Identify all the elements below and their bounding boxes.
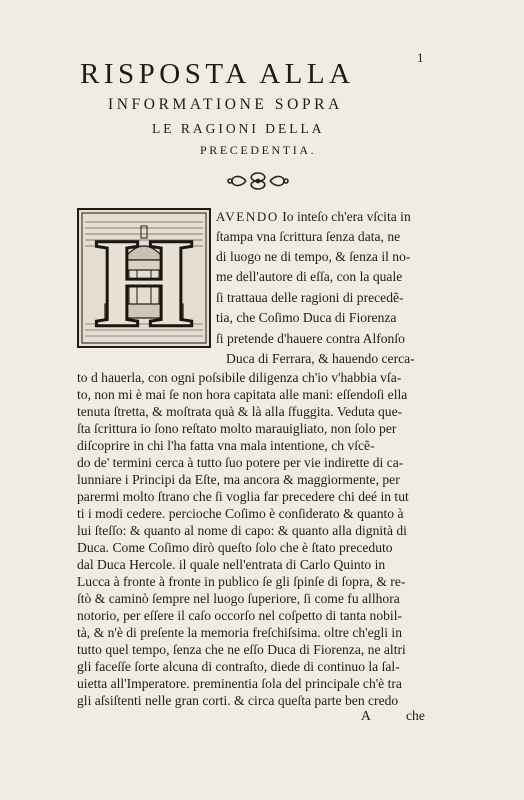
text-line: notorio, per eſſere il caſo occorſo nel coſpetto di tanta nobil- xyxy=(77,608,403,623)
text-line: di luogo ne di tempo, & ſenza il no- xyxy=(216,249,411,264)
title-line-1: RISPOSTA ALLA xyxy=(80,58,355,90)
text-line: do de' termini cerca à tutto ſuo potere per vie indirette di ca- xyxy=(77,455,404,470)
text-line: gli faceſſe ſorte alcuna di contraſto, diede di continuo la ſal- xyxy=(77,659,400,674)
text-line: ti i modi cedere. percioche Coſimo è conſiderato & quanto à xyxy=(77,506,404,521)
text-line: to d hauerla, con ogni poſsibile diligenza ch'io v'habbia vſa- xyxy=(77,370,402,385)
signature-mark: A xyxy=(361,708,371,723)
text-line: Duca di Ferrara, & hauendo cerca- xyxy=(226,351,415,366)
text-line-rest: Io inteſo ch'era vſcita in xyxy=(282,209,411,224)
text-line: gli aſsiſtenti nelle gran corti. & circa queſta parte ben credo xyxy=(77,693,399,708)
text-line: Duca. Come Coſimo dirò queſto ſolo che è ſtato preceduto xyxy=(77,540,393,555)
text-line: ſtampa vna ſcrittura ſenza data, ne xyxy=(216,229,401,244)
title-line-4: PRECEDENTIA. xyxy=(200,143,317,157)
text-line: uietta all'Imperatore. preminentia ſola del principale ch'è tra xyxy=(77,676,402,691)
text-line: parermi molto ſtrano che ſi voglia far precedere chi deé in tut xyxy=(77,489,409,504)
text-line: lui ſteſſo: & quanto al nome di capo: & quanto alla dignità di xyxy=(77,523,407,538)
text-line: tenuta ſtretta, & moſtrata quà & là alla ſfuggita. Veduta que- xyxy=(77,404,403,419)
text-line: ſi trattaua delle ragioni di precedẽ- xyxy=(216,290,404,305)
text-line: ſi pretende d'hauere contra Alfonſo xyxy=(216,331,405,346)
title-line-3: LE RAGIONI DELLA xyxy=(152,121,325,136)
first-word: AVENDO xyxy=(216,209,279,224)
title-line-2: INFORMATIONE SOPRA xyxy=(108,96,343,113)
text-line: tutto quel tempo, ſenza che ne eſſo Duca di Fiorenza, ne altri xyxy=(77,642,406,657)
text-line: Lucca à fronte à fronte in publico ſe gli ſpinſe di ſopra, & re- xyxy=(77,574,406,589)
text-line: me dell'autore di eſſa, con la quale xyxy=(216,269,403,284)
folio-number: 1 xyxy=(417,50,424,65)
svg-text:H: H xyxy=(94,212,194,348)
catchword: che xyxy=(406,708,425,723)
text-line: lunniare i Principi da Eſte, ma ancora & maggiormente, per xyxy=(77,472,400,487)
text-line: ſtò & caminò ſempre nel luogo ſuperiore, ſi come fu allhora xyxy=(77,591,400,606)
text-line: dal Duca Hercole. il quale nell'entrata di Carlo Quinto in xyxy=(77,557,386,572)
text-line: ſta ſcrittura io ſono reſtato molto marauigliato, non ſolo per xyxy=(77,421,397,436)
text-line xyxy=(216,208,411,226)
text-line: diſcoprire in chi l'ha fatta vna mala intentione, ch vſcẽ- xyxy=(77,438,375,453)
text-line: tà, & n'è di preſente la memoria freſchiſsima. oltre ch'egli in xyxy=(77,625,402,640)
text-line: tia, che Coſimo Duca di Fiorenza xyxy=(216,310,397,325)
text-line: to, non mi è mai ſe non hora capitata alle mani: eſſendoſi ella xyxy=(77,387,408,402)
